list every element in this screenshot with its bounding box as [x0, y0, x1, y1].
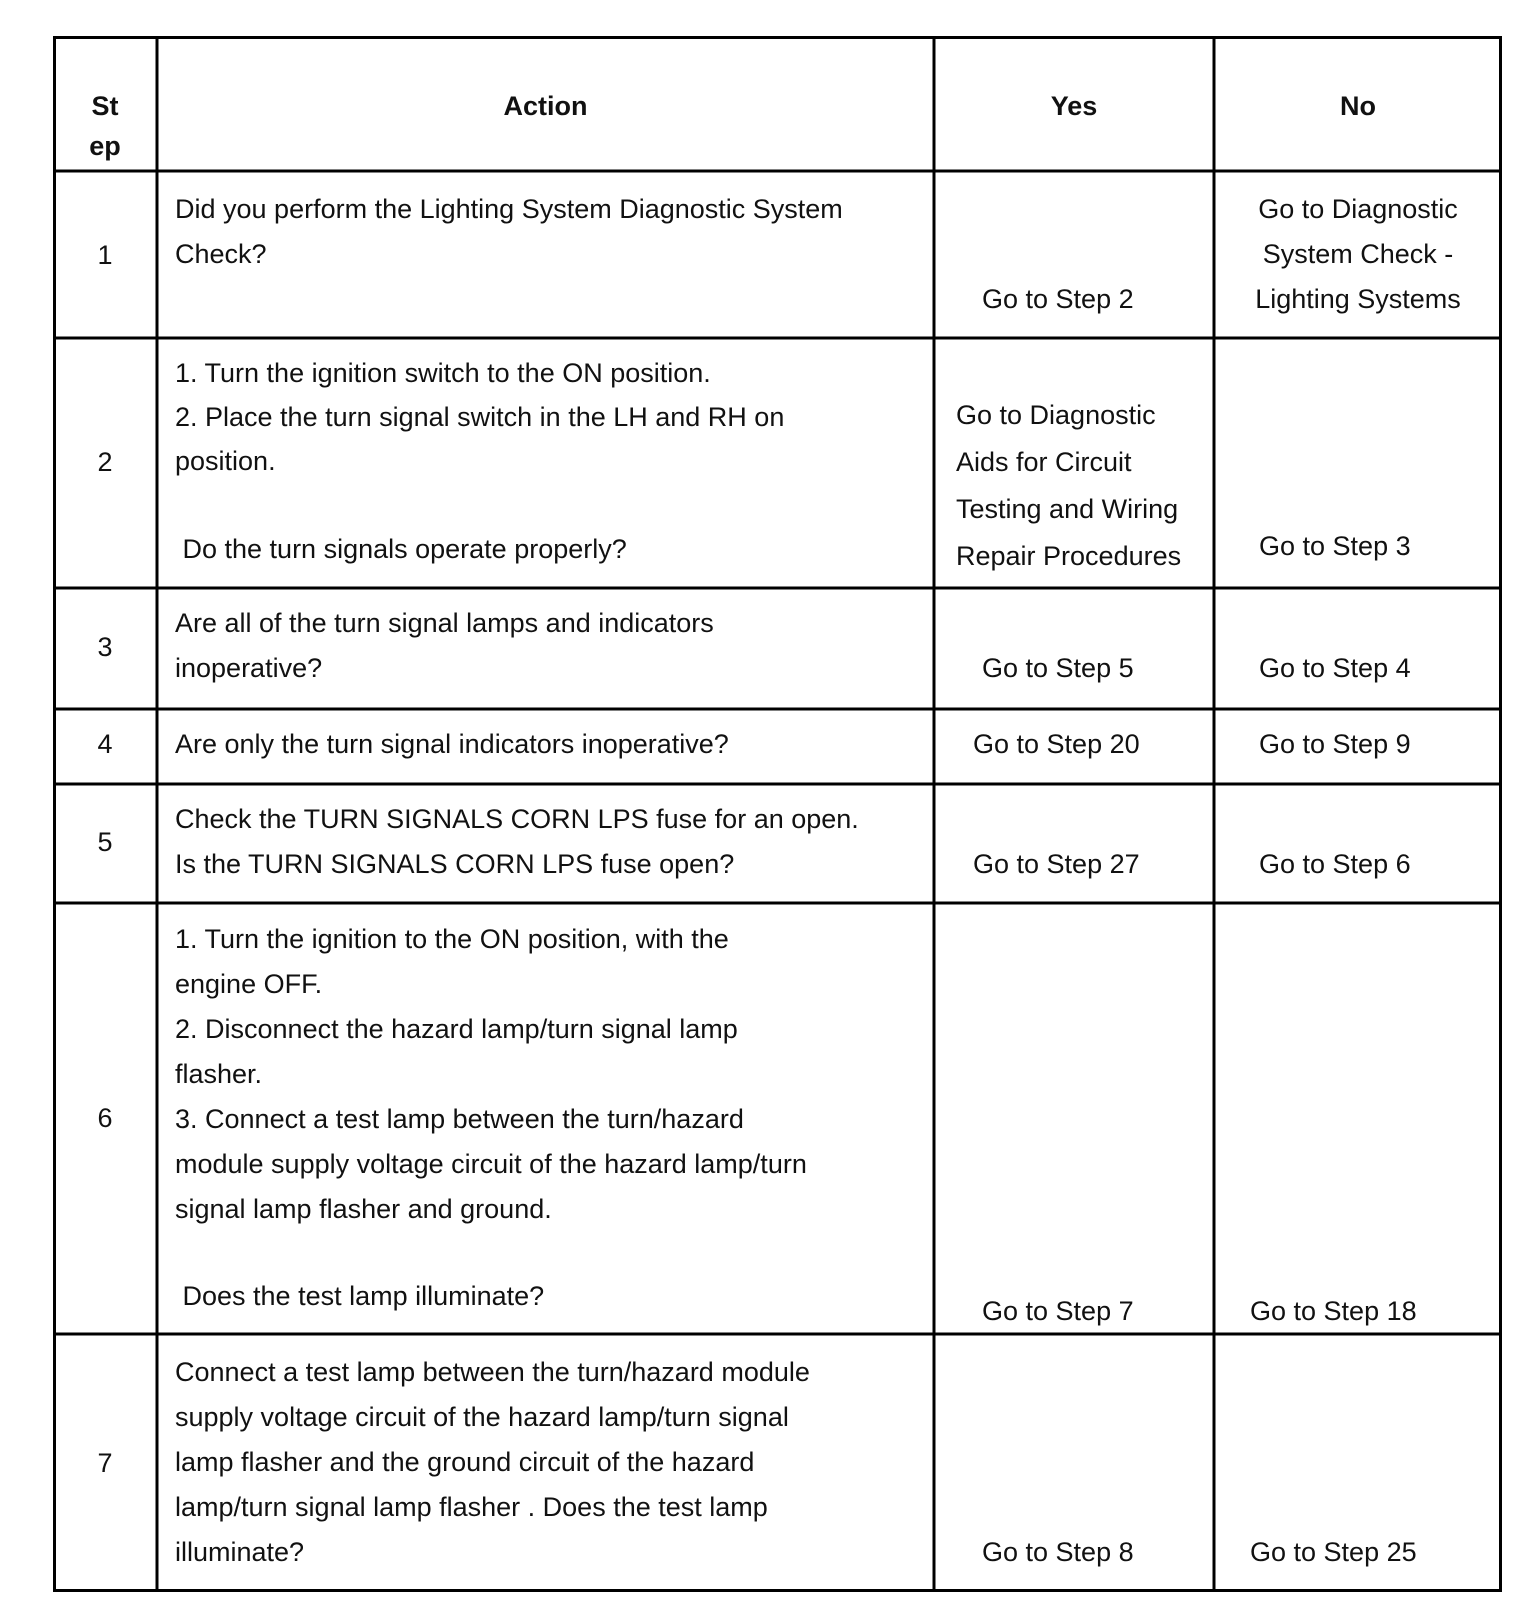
yes-6: Go to Step 7 — [982, 1296, 1134, 1326]
header-step — [53, 86, 157, 166]
action-4: Are only the turn signal indicators inoperative? — [175, 729, 729, 759]
header-yes: Yes — [1050, 91, 1098, 121]
step-1: 1 — [97, 240, 113, 270]
action-2: 1. Turn the ignition switch to the ON position. 2. Place the turn signal switch in the LH and RH on position. Do the turn signals operate properly? — [175, 358, 785, 564]
action-5: Check the TURN SIGNALS CORN LPS fuse for an open. Is the TURN SIGNALS CORN LPS fuse open? — [175, 804, 859, 879]
no-6: Go to Step 18 — [1250, 1296, 1417, 1326]
no-2: Go to Step 3 — [1259, 531, 1411, 561]
step-5: 5 — [97, 827, 113, 857]
no-5: Go to Step 6 — [1259, 849, 1411, 879]
yes-2: Go to Diagnostic Aids for Circuit Testing and Wiring Repair Procedures — [956, 400, 1182, 571]
step-3: 3 — [97, 632, 113, 662]
yes-5: Go to Step 27 — [973, 849, 1140, 879]
header-step-line1: St — [91, 91, 119, 121]
no-1: Go to Diagnostic System Check - Lighting Systems — [1255, 194, 1461, 314]
header-action: Action — [503, 91, 588, 121]
action-6: 1. Turn the ignition to the ON position, with the engine OFF. 2. Disconnect the hazard lamp/turn signal lamp flasher. 3. Connect a test lamp between the turn/hazard module supply voltage circuit of the hazard lamp/turn signal lamp flasher and ground. Does the test lamp illuminate? — [175, 924, 807, 1311]
step-7: 7 — [97, 1448, 113, 1478]
no-4: Go to Step 9 — [1259, 729, 1411, 759]
yes-3: Go to Step 5 — [982, 653, 1134, 683]
yes-7: Go to Step 8 — [982, 1537, 1134, 1567]
action-7: Connect a test lamp between the turn/hazard module supply voltage circuit of the hazard lamp/turn signal lamp flasher and the ground circuit of the hazard lamp/turn signal lamp flasher . Does the test lamp illuminate? — [175, 1357, 810, 1567]
no-7: Go to Step 25 — [1250, 1537, 1417, 1567]
step-2: 2 — [97, 447, 113, 477]
step-6: 6 — [97, 1103, 113, 1133]
step-4: 4 — [97, 729, 113, 759]
action-3: Are all of the turn signal lamps and indicators inoperative? — [175, 608, 714, 683]
action-1: Did you perform the Lighting System Diagnostic System Check? — [175, 194, 843, 269]
yes-4: Go to Step 20 — [973, 729, 1140, 759]
no-3: Go to Step 4 — [1259, 653, 1411, 683]
header-no: No — [1340, 91, 1376, 121]
header-step-line2: ep — [89, 131, 121, 161]
yes-1: Go to Step 2 — [982, 284, 1134, 314]
diagnostic-table — [53, 36, 1502, 1592]
